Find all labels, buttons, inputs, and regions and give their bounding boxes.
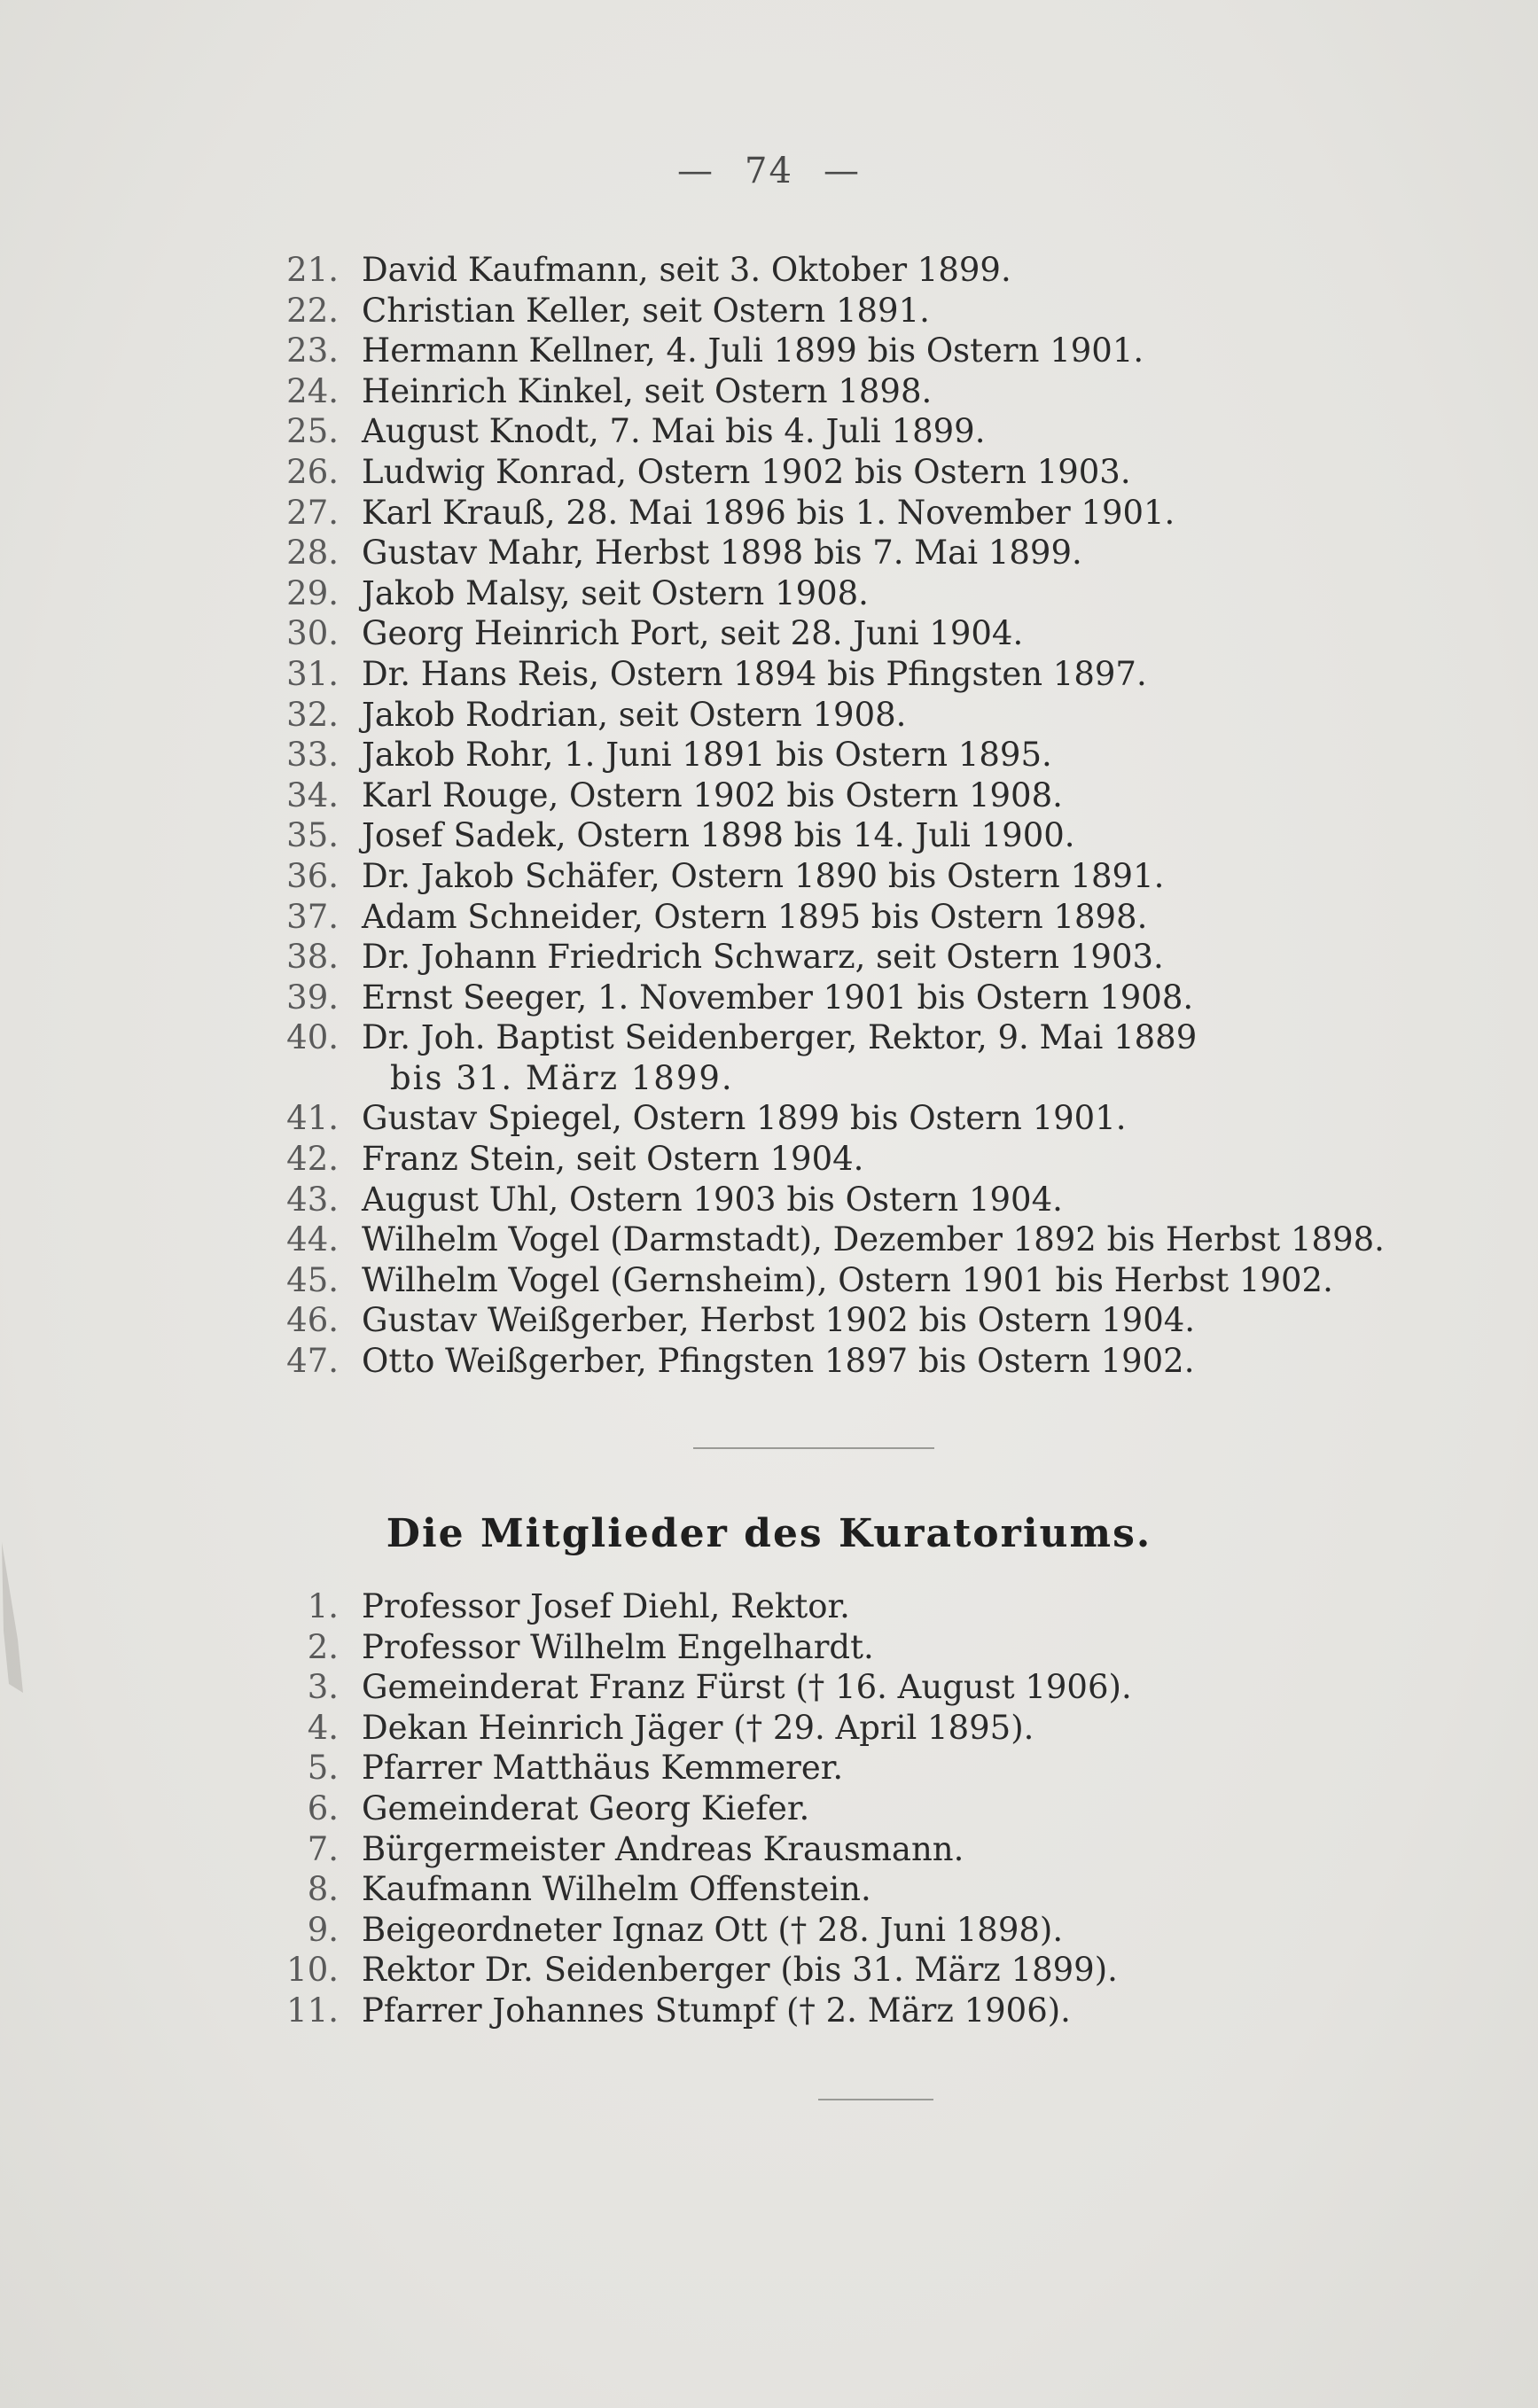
entry-number: 26. <box>286 452 339 491</box>
member-entry <box>266 1098 1436 1139</box>
member-entry <box>266 1017 1436 1098</box>
entry-number: 35. <box>286 816 339 855</box>
entry-text: Professor Josef Diehl, Rektor. <box>362 1587 850 1625</box>
entry-text: Dr. Johann Friedrich Schwarz, seit Ostern 1903. <box>362 938 1164 977</box>
entry-number: 44. <box>286 1220 339 1259</box>
entry-text: Beigeordneter Ignaz Ott († 28. Juni 1898). <box>362 1910 1064 1949</box>
entry-text-block <box>362 573 1425 614</box>
entry-text: Gemeinderat Georg Kiefer. <box>362 1788 810 1827</box>
section-divider <box>693 1447 934 1449</box>
member-entry <box>266 613 1436 654</box>
member-entry <box>266 1139 1436 1180</box>
entry-number: 1. <box>307 1587 339 1625</box>
entry-text-block <box>362 291 1425 331</box>
entry-number: 22. <box>286 291 339 330</box>
entry-number: 45. <box>286 1260 339 1299</box>
entry-number: 41. <box>286 1099 339 1138</box>
entry-text: Karl Rouge, Ostern 1902 bis Ostern 1908. <box>362 775 1063 814</box>
entry-text-block <box>362 1708 1425 1749</box>
entry-number: 7. <box>307 1829 339 1868</box>
entry-text: Adam Schneider, Ostern 1895 bis Ostern 1898. <box>362 897 1148 936</box>
entry-text: David Kaufmann, seit 3. Oktober 1899. <box>362 251 1011 289</box>
entry-text-block <box>362 1667 1425 1708</box>
entry-text-block <box>362 452 1425 493</box>
entry-number: 37. <box>286 897 339 936</box>
curator-entry <box>266 1950 1436 1991</box>
member-entry <box>266 1341 1436 1382</box>
entry-text: Ludwig Konrad, Ostern 1902 bis Ostern 1903. <box>362 452 1131 491</box>
entry-number: 21. <box>286 251 339 289</box>
entry-text-block <box>362 775 1425 816</box>
entry-text: Jakob Malsy, seit Ostern 1908. <box>362 573 869 612</box>
entry-number: 34. <box>286 775 339 814</box>
entry-text-block <box>362 1341 1425 1382</box>
entry-text: Gustav Spiegel, Ostern 1899 bis Ostern 1901. <box>362 1099 1127 1138</box>
entry-text-block <box>362 371 1425 412</box>
curator-entry <box>266 1829 1436 1870</box>
entry-text: Dr. Joh. Baptist Seidenberger, Rektor, 9. Mai 1889 <box>362 1018 1198 1057</box>
entry-text: Karl Krauß, 28. Mai 1896 bis 1. November 1901. <box>362 493 1175 532</box>
entry-text-block <box>362 1829 1425 1870</box>
entry-text-block <box>362 897 1425 938</box>
entry-text-block <box>362 1300 1425 1341</box>
member-entry <box>266 371 1436 412</box>
entry-text: Dekan Heinrich Jäger († 29. April 1895). <box>362 1708 1034 1747</box>
entry-text-block <box>362 735 1425 775</box>
entry-number: 27. <box>286 493 339 532</box>
entry-number: 10. <box>286 1951 339 1990</box>
entry-text-block <box>362 533 1425 573</box>
entry-number: 31. <box>286 654 339 693</box>
page-edge-mark <box>0 1542 35 1702</box>
member-entry <box>266 695 1436 736</box>
entry-text: Dr. Hans Reis, Ostern 1894 bis Pfingsten 1897. <box>362 654 1147 693</box>
entry-number: 43. <box>286 1180 339 1219</box>
entry-text: Gustav Mahr, Herbst 1898 bis 7. Mai 1899. <box>362 534 1082 573</box>
member-entry <box>266 533 1436 573</box>
entry-text: Jakob Rodrian, seit Ostern 1908. <box>362 695 907 734</box>
entry-text: Josef Sadek, Ostern 1898 bis 14. Juli 1900. <box>362 816 1075 855</box>
member-entry <box>266 775 1436 816</box>
entry-number: 2. <box>307 1627 339 1666</box>
member-entry <box>266 978 1436 1018</box>
entry-text: Ernst Seeger, 1. November 1901 bis Ostern 1908. <box>362 978 1194 1017</box>
entry-number: 6. <box>307 1788 339 1827</box>
entry-number: 42. <box>286 1140 339 1179</box>
member-entry <box>266 1300 1436 1341</box>
entry-number: 11. <box>286 1991 339 2030</box>
member-entry <box>266 493 1436 534</box>
entry-text: Wilhelm Vogel (Darmstadt), Dezember 1892 bis Herbst 1898. <box>362 1220 1385 1259</box>
entry-text: Professor Wilhelm Engelhardt. <box>362 1627 874 1666</box>
member-entry <box>266 735 1436 775</box>
entry-text: Hermann Kellner, 4. Juli 1899 bis Ostern 1901. <box>362 331 1144 370</box>
entry-number: 47. <box>286 1342 339 1381</box>
member-entry <box>266 815 1436 856</box>
entry-text-block <box>362 1017 1425 1098</box>
entry-text-block <box>362 1220 1425 1260</box>
curator-entry <box>266 1627 1436 1668</box>
entry-text: Kaufmann Wilhelm Offenstein. <box>362 1870 871 1909</box>
curator-entry <box>266 1910 1436 1951</box>
entry-number: 29. <box>286 573 339 612</box>
entry-text-block <box>362 1910 1425 1951</box>
member-entry <box>266 856 1436 897</box>
entry-text-block <box>362 1748 1425 1788</box>
curator-entry <box>266 1788 1436 1829</box>
entry-number: 28. <box>286 534 339 573</box>
entry-number: 46. <box>286 1301 339 1340</box>
member-entry <box>266 331 1436 371</box>
curator-entry <box>266 1667 1436 1708</box>
entry-text-block <box>362 1991 1425 2031</box>
entry-text-block <box>362 250 1425 291</box>
entry-text-block <box>362 1098 1425 1139</box>
entry-number: 32. <box>286 695 339 734</box>
entry-text-block <box>362 411 1425 452</box>
curator-entry <box>266 1708 1436 1749</box>
entry-text-block <box>362 856 1425 897</box>
entry-number: 40. <box>286 1018 339 1057</box>
entry-text: Heinrich Kinkel, seit Ostern 1898. <box>362 371 933 410</box>
entry-text-block <box>362 613 1425 654</box>
curator-entry <box>266 1586 1436 1627</box>
member-entry <box>266 291 1436 331</box>
member-entry <box>266 1260 1436 1301</box>
entry-text: Bürgermeister Andreas Krausmann. <box>362 1829 964 1868</box>
page-number-dash-right: — <box>823 151 861 191</box>
entry-text: Otto Weißgerber, Pfingsten 1897 bis Ostern 1902. <box>362 1342 1195 1381</box>
entry-text: Gustav Weißgerber, Herbst 1902 bis Ostern 1904. <box>362 1301 1196 1340</box>
entry-number: 36. <box>286 856 339 895</box>
entry-number: 4. <box>307 1708 339 1747</box>
entry-text: Pfarrer Johannes Stumpf († 2. März 1906). <box>362 1991 1071 2030</box>
curator-entry <box>266 1748 1436 1788</box>
member-entry <box>266 1180 1436 1220</box>
entry-text: Christian Keller, seit Ostern 1891. <box>362 291 930 330</box>
member-entry <box>266 411 1436 452</box>
entry-text: August Knodt, 7. Mai bis 4. Juli 1899. <box>362 412 986 451</box>
entry-number: 39. <box>286 978 339 1017</box>
member-entry <box>266 897 1436 938</box>
entry-text-block <box>362 1260 1425 1301</box>
entry-text: Wilhelm Vogel (Gernsheim), Ostern 1901 bis Herbst 1902. <box>362 1260 1333 1299</box>
entry-number: 3. <box>307 1668 339 1707</box>
entry-text-continuation: bis 31. März 1899. <box>390 1058 734 1097</box>
entry-text: Franz Stein, seit Ostern 1904. <box>362 1140 864 1179</box>
entry-text-block <box>362 1139 1425 1180</box>
entry-text-block <box>362 1180 1425 1220</box>
entry-number: 5. <box>307 1749 339 1788</box>
entry-number: 33. <box>286 736 339 775</box>
curator-entry <box>266 1991 1436 2031</box>
entry-number: 23. <box>286 331 339 370</box>
member-entry <box>266 452 1436 493</box>
entry-text-block <box>362 695 1425 736</box>
entry-text: Georg Heinrich Port, seit 28. Juni 1904. <box>362 614 1024 653</box>
entry-text-block <box>362 1788 1425 1829</box>
entry-number: 24. <box>286 371 339 410</box>
member-list <box>266 250 1436 1382</box>
member-entry <box>266 654 1436 695</box>
entry-number: 38. <box>286 938 339 977</box>
entry-text-block <box>362 1950 1425 1991</box>
entry-text: Jakob Rohr, 1. Juni 1891 bis Ostern 1895. <box>362 736 1052 775</box>
entry-text: Pfarrer Matthäus Kemmerer. <box>362 1749 844 1788</box>
entry-number: 25. <box>286 412 339 451</box>
end-divider <box>818 2099 933 2100</box>
entry-text-block <box>362 331 1425 371</box>
curator-entry <box>266 1869 1436 1910</box>
entry-text: Dr. Jakob Schäfer, Ostern 1890 bis Ostern 1891. <box>362 856 1165 895</box>
entry-text-block <box>362 937 1425 978</box>
entry-text-block <box>362 493 1425 534</box>
entry-number: 9. <box>307 1910 339 1949</box>
page-number-dash-left: — <box>677 151 715 191</box>
entry-text-block <box>362 1586 1425 1627</box>
entry-text-block <box>362 654 1425 695</box>
member-entry <box>266 573 1436 614</box>
curator-list <box>266 1586 1436 2031</box>
member-entry <box>266 937 1436 978</box>
page-number-header <box>0 151 1538 191</box>
section-title: Die Mitglieder des Kuratoriums. <box>386 1511 1152 1556</box>
entry-text-block <box>362 978 1425 1018</box>
entry-text-block <box>362 815 1425 856</box>
entry-number: 30. <box>286 614 339 653</box>
entry-text-block <box>362 1627 1425 1668</box>
entry-text: Rektor Dr. Seidenberger (bis 31. März 1899). <box>362 1951 1118 1990</box>
entry-text: Gemeinderat Franz Fürst († 16. August 1906). <box>362 1668 1132 1707</box>
member-entry <box>266 250 1436 291</box>
entry-number: 8. <box>307 1870 339 1909</box>
entry-text-block <box>362 1869 1425 1910</box>
member-entry <box>266 1220 1436 1260</box>
page-number: 74 <box>745 151 793 191</box>
entry-text: August Uhl, Ostern 1903 bis Ostern 1904. <box>362 1180 1063 1219</box>
